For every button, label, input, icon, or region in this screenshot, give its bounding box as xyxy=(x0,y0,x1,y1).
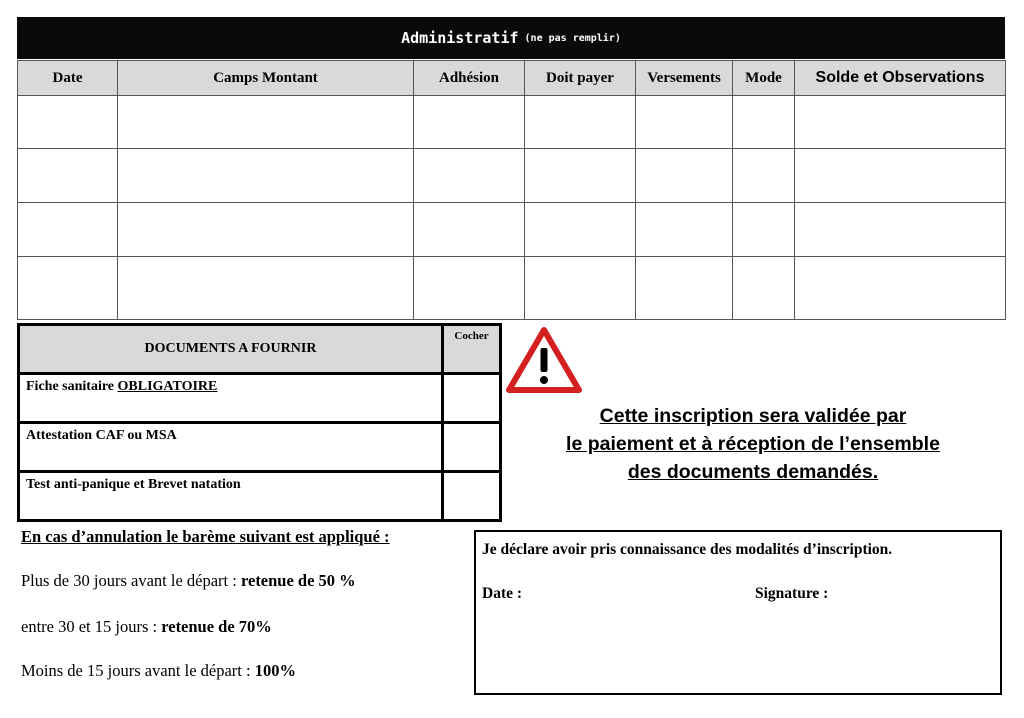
table-cell[interactable] xyxy=(18,149,118,203)
table-cell[interactable] xyxy=(636,96,733,149)
col-doit-payer: Doit payer xyxy=(525,61,636,96)
notice-line: des documents demandés. xyxy=(627,461,879,483)
table-cell[interactable] xyxy=(18,203,118,257)
declaration-box xyxy=(474,530,1002,695)
cancellation-rule xyxy=(21,617,272,637)
documents-header: DOCUMENTS A FOURNIR xyxy=(19,325,443,374)
table-cell[interactable] xyxy=(795,96,1006,149)
cancellation-rule xyxy=(21,571,356,591)
document-checkbox[interactable] xyxy=(443,374,501,423)
document-label xyxy=(19,423,443,472)
document-row xyxy=(19,472,501,521)
table-cell[interactable] xyxy=(414,257,525,320)
col-camps-montant: Camps Montant xyxy=(118,61,414,96)
rule-value: 100% xyxy=(254,661,296,680)
date-label: Date : xyxy=(482,585,523,602)
admin-title: Administratif xyxy=(401,29,519,47)
notice-line: le paiement et à réception de l’ensemble xyxy=(566,433,940,455)
signature-label: Signature : xyxy=(755,585,829,602)
declaration-text: Je déclare avoir pris connaissance des modalités d’inscription. xyxy=(482,541,893,558)
table-cell[interactable] xyxy=(525,203,636,257)
table-cell[interactable] xyxy=(795,149,1006,203)
table-cell[interactable] xyxy=(636,149,733,203)
document-name: Fiche sanitaire xyxy=(26,379,118,394)
table-cell[interactable] xyxy=(414,203,525,257)
cancellation-title: En cas d’annulation le barème suivant est appliqué : xyxy=(21,527,390,546)
table-cell[interactable] xyxy=(525,149,636,203)
document-row xyxy=(19,374,501,423)
table-cell[interactable] xyxy=(18,96,118,149)
warning-triangle-icon xyxy=(506,326,582,394)
table-cell[interactable] xyxy=(525,257,636,320)
admin-header-bar xyxy=(17,17,1005,59)
table-cell[interactable] xyxy=(525,96,636,149)
cancellation-rule xyxy=(21,661,296,681)
table-cell[interactable] xyxy=(733,257,795,320)
table-cell[interactable] xyxy=(636,203,733,257)
rule-value: retenue de 70% xyxy=(161,617,272,636)
table-cell[interactable] xyxy=(118,149,414,203)
admin-table xyxy=(17,60,1006,320)
table-cell[interactable] xyxy=(414,96,525,149)
admin-subtitle: (ne pas remplir) xyxy=(524,32,621,44)
rule-text: entre 30 et 15 jours : xyxy=(21,617,162,636)
table-cell[interactable] xyxy=(733,149,795,203)
col-date: Date xyxy=(18,61,118,96)
rule-text: Plus de 30 jours avant le départ : xyxy=(21,571,241,590)
table-cell[interactable] xyxy=(414,149,525,203)
col-adhesion: Adhésion xyxy=(414,61,525,96)
rule-text: Moins de 15 jours avant le départ : xyxy=(21,661,255,680)
table-row xyxy=(18,257,1006,320)
table-cell[interactable] xyxy=(636,257,733,320)
table-cell[interactable] xyxy=(733,203,795,257)
col-solde-observations: Solde et Observations xyxy=(795,61,1006,96)
document-checkbox[interactable] xyxy=(443,423,501,472)
col-mode: Mode xyxy=(733,61,795,96)
notice-line: Cette inscription sera validée par xyxy=(599,405,907,427)
document-name: Test anti-panique et Brevet natation xyxy=(26,477,241,492)
document-row xyxy=(19,423,501,472)
table-cell[interactable] xyxy=(733,96,795,149)
table-cell[interactable] xyxy=(18,257,118,320)
table-row xyxy=(18,203,1006,257)
table-cell[interactable] xyxy=(118,96,414,149)
table-cell[interactable] xyxy=(118,257,414,320)
document-checkbox[interactable] xyxy=(443,472,501,521)
document-name: Attestation CAF ou MSA xyxy=(26,428,177,443)
table-row xyxy=(18,96,1006,149)
check-header: Cocher xyxy=(443,325,501,374)
table-cell[interactable] xyxy=(795,203,1006,257)
table-row xyxy=(18,149,1006,203)
mandatory-label: OBLIGATOIRE xyxy=(117,379,218,394)
rule-value: retenue de 50 % xyxy=(240,571,356,590)
table-cell[interactable] xyxy=(118,203,414,257)
validation-notice xyxy=(520,402,986,486)
documents-table xyxy=(17,323,502,522)
document-label xyxy=(19,472,443,521)
col-versements: Versements xyxy=(636,61,733,96)
table-cell[interactable] xyxy=(795,257,1006,320)
document-label xyxy=(19,374,443,423)
